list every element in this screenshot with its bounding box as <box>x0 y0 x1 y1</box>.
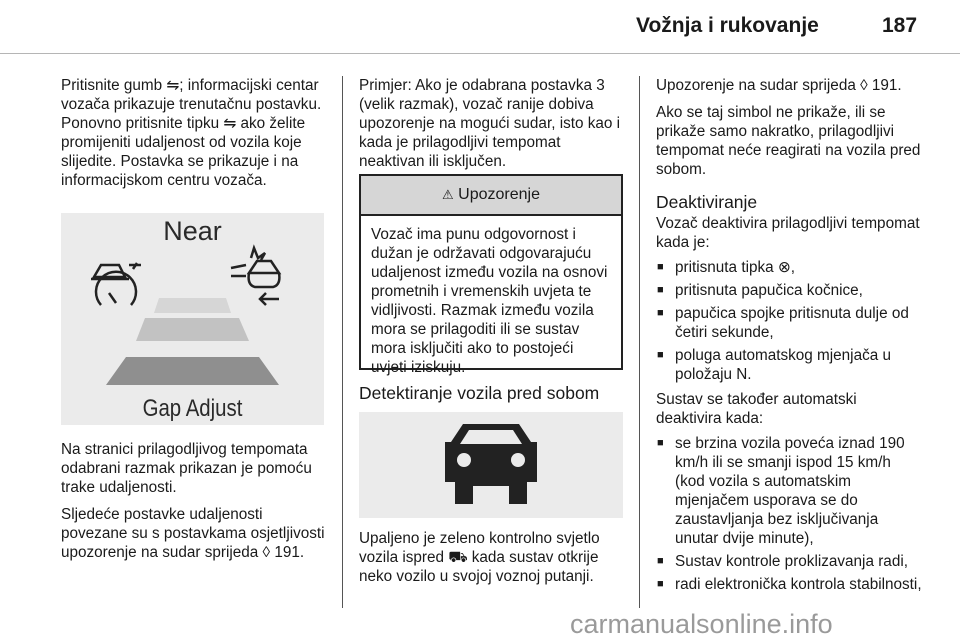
list-item: ■ pritisnuta papučica kočnice, <box>656 281 924 300</box>
page-header <box>0 0 960 50</box>
vehicle-ahead-figure <box>359 412 623 518</box>
gap-adjust-label: Gap Adjust <box>142 395 243 422</box>
section-heading: Detektiranje vozila pred sobom <box>359 383 600 403</box>
warning-title: Upozorenje <box>458 186 540 203</box>
paragraph: Sustav se također automatski deaktivira kada: <box>656 391 857 427</box>
vehicle-ahead-icon <box>359 412 623 518</box>
column-3 <box>656 76 924 598</box>
watermark: carmanualsonline.info <box>570 609 833 639</box>
warning-triangle-icon: ⚠ <box>442 188 454 203</box>
list-item: ■ Sustav kontrole proklizavanja radi, <box>656 552 924 571</box>
gap-setting-label: Near <box>163 216 222 246</box>
column-2-lower <box>359 529 625 594</box>
paragraph: Upozorenje na sudar sprijeda ◊ 191. <box>656 77 902 94</box>
auto-deactivation-list <box>656 434 924 594</box>
page-number: 187 <box>882 14 918 37</box>
column-2 <box>359 76 625 179</box>
distance-bar-3 <box>106 357 279 385</box>
warning-box <box>359 174 623 376</box>
paragraph: Sljedeće postavke udaljenosti povezane su s postavkama osjetljivosti upozorenje na sudar sprijeda ◊ 191. <box>61 506 325 561</box>
list-item: ■ radi elektronička kontrola stabilnosti, <box>656 575 924 594</box>
paragraph: Na stranici prilagodljivog tempomata odabrani razmak prikazan je pomoću trake udaljenosti. <box>61 441 312 496</box>
distance-bar-2 <box>136 318 249 341</box>
paragraph: Ako se taj simbol ne prikaže, ili se prikaže samo nakratko, prilagodljivi tempomat neće reagirati na vozila pred sobom. <box>656 104 921 178</box>
paragraph: Upaljeno je zeleno kontrolno svjetlo vozila ispred ⛟ kada sustav otkrije neko vozilo u svojoj voznoj putanji. <box>359 530 600 585</box>
list-item: ■ papučica spojke pritisnuta dulje od četiri sekunde, <box>656 304 924 342</box>
following-distance-icon <box>231 248 279 305</box>
page-title: Vožnja i rukovanje <box>636 14 819 37</box>
column-1 <box>61 76 326 198</box>
distance-bar-1 <box>154 298 231 313</box>
column-1-lower <box>61 440 326 570</box>
column-divider <box>639 76 640 608</box>
warning-header <box>361 176 621 216</box>
acc-car-gauge-icon <box>91 263 141 305</box>
section-heading: Deaktiviranje <box>656 192 758 212</box>
paragraph: Pritisnite gumb ⇋; informacijski centar vozača prikazuje trenutačnu postavku. Ponovno pritisnite tipku ⇋ ako želite promijeniti udaljenost od vozila koje slijedite. Postavka se prikazuje i na informacijskom centru vozača. <box>61 77 322 189</box>
list-item: ■ pritisnuta tipka ⊗, <box>656 258 924 277</box>
deactivation-list <box>656 258 924 384</box>
paragraph: Primjer: Ako je odabrana postavka 3 (velik razmak), vozač ranije dobiva upozorenje na mogući sudar, isto kao i kada je prilagodljivi tempomat neaktivan ili isključen. <box>359 77 621 170</box>
header-divider <box>0 53 960 54</box>
list-item: ■ se brzina vozila poveća iznad 190 km/h ili se smanji ispod 15 km/h (kod vozila s automatskim mjenjačem usporava se do zaustavljanja bez isključivanja unutar dvije minute), <box>656 434 924 548</box>
paragraph: Vozač deaktivira prilagodljivi tempomat kada je: <box>656 215 920 251</box>
column-divider <box>342 76 343 608</box>
gap-adjust-display-figure <box>61 213 324 425</box>
list-item: ■ poluga automatskog mjenjača u položaju N. <box>656 346 924 384</box>
warning-text: Vozač ima punu odgovornost i dužan je održavati odgovarajuću udaljenost između vozila na osnovi prometnih i vremenskih uvjeta te vidljivosti. Razmak između vozila mora se prilagoditi ili se sustav mora isključiti ako to postojeći uvjeti iziskuju. <box>371 226 608 376</box>
